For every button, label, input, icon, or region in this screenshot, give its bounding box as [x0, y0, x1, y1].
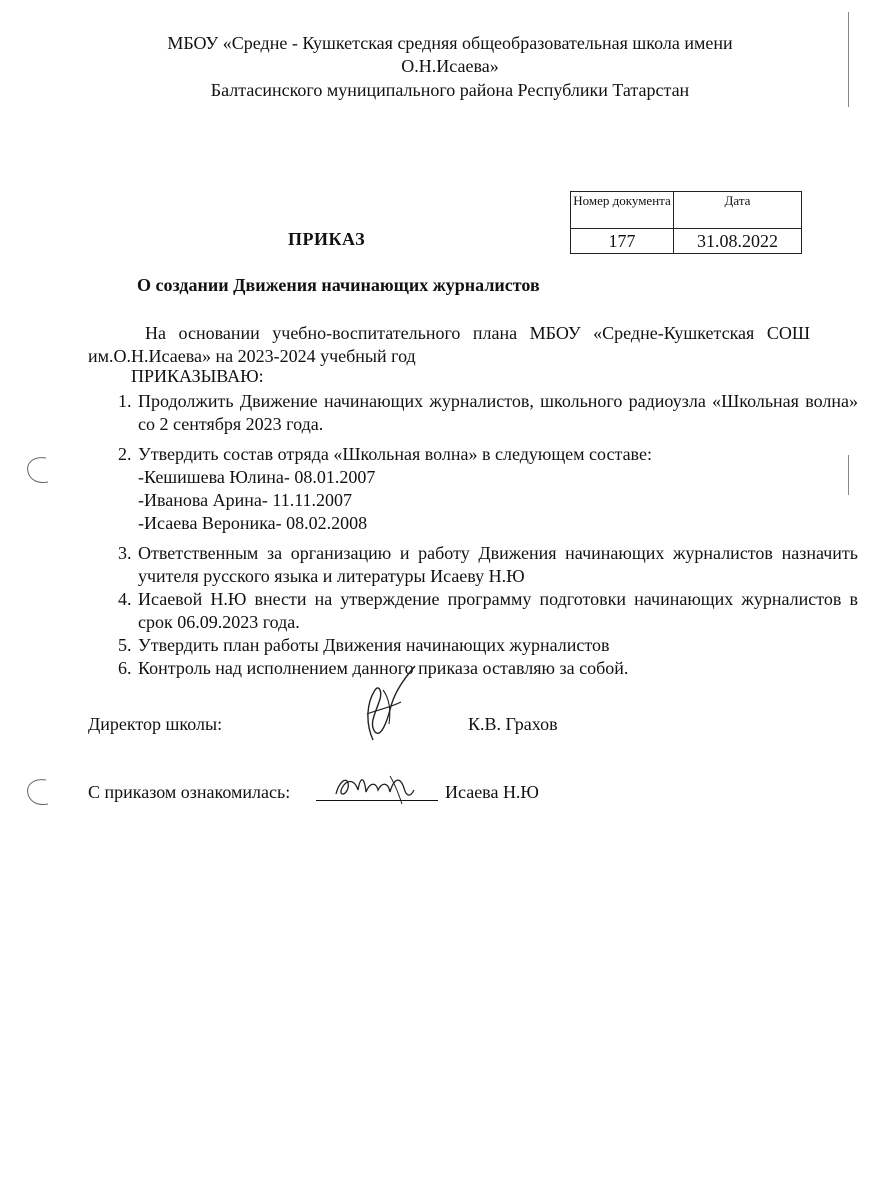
document-info-table — [570, 191, 802, 254]
preamble-paragraph: На основании учебно-воспитательного плана МБОУ «Средне-Кушкетская СОШ им.О.Н.Исаева» на 2023-2024 учебный год — [88, 323, 810, 366]
header-line-2: О.Н.Исаева» — [401, 56, 499, 76]
scan-edge-mark — [848, 12, 849, 107]
acknowledgement-signature — [330, 770, 430, 806]
punch-hole-mark — [22, 452, 52, 488]
punch-hole-mark — [22, 774, 52, 810]
order-item-4: 4. Исаевой Н.Ю внести на утверждение программу подготовки начинающих журналистов в срок 06.09.2023 года. — [136, 588, 858, 634]
director-label: Директор школы: — [88, 714, 223, 734]
acknowledgement-label: С приказом ознакомилась: — [88, 782, 291, 802]
order-item-2 — [136, 443, 858, 535]
order-item-2-text: Утвердить состав отряда «Школьная волна» в следующем составе: — [138, 444, 652, 464]
member-2: -Иванова Арина- 11.11.2007 — [138, 490, 353, 510]
order-item-1: 1. Продолжить Движение начинающих журналистов, школьного радиоузла «Школьная волна» со 2 сентября 2023 года. — [136, 390, 858, 436]
scan-edge-mark — [848, 455, 849, 495]
order-word: ПРИКАЗЫВАЮ: — [131, 366, 264, 386]
document-number: 177 — [571, 229, 674, 254]
member-1: -Кешишева Юлина- 08.01.2007 — [138, 467, 376, 487]
order-subject: О создании Движения начинающих журналистов — [137, 275, 540, 295]
date-header: Дата — [674, 192, 802, 229]
director-name: К.В. Грахов — [468, 714, 558, 734]
order-item-6: 6. Контроль над исполнением данного приказа оставляю за собой. — [136, 657, 858, 680]
acknowledgement-name: Исаева Н.Ю — [445, 782, 539, 802]
member-3: -Исаева Вероника- 08.02.2008 — [138, 513, 368, 533]
order-item-5: 5. Утвердить план работы Движения начинающих журналистов — [136, 634, 858, 657]
order-items-list — [88, 390, 858, 680]
header-line-3: Балтасинского муниципального района Республики Татарстан — [210, 80, 690, 100]
number-header: Номер документа — [571, 192, 674, 229]
document-date: 31.08.2022 — [674, 229, 802, 254]
header-line-1: МБОУ «Средне - Кушкетская средняя общеобразовательная школа имени — [167, 33, 733, 53]
director-signature — [345, 662, 435, 752]
order-item-3: 3. Ответственным за организацию и работу Движения начинающих журналистов назначить учителя русского языка и литературы Исаеву Н.Ю — [136, 542, 858, 588]
page-title: ПРИКАЗ — [288, 229, 366, 249]
